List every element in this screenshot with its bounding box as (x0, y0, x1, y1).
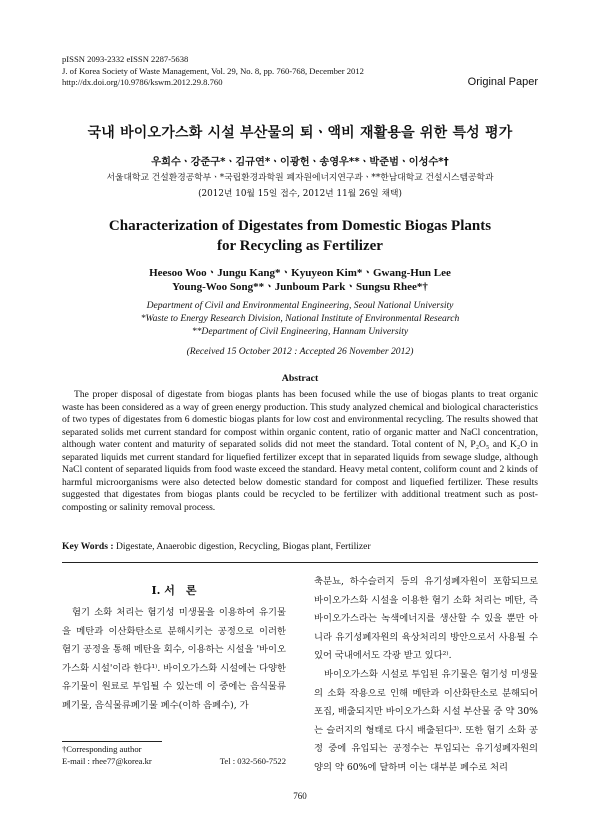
english-authors-line1: Heesoo WooㆍJungu Kang*ㆍKyuyeon Kim*ㆍGwang-Hun Lee (149, 267, 451, 279)
affiliation-1: Department of Civil and Environmental Engineering, Seoul National University (146, 300, 454, 311)
keywords (62, 541, 538, 552)
paper-type-label: Original Paper (467, 76, 538, 88)
korean-affiliations: 서울대학교 건설환경공학부ㆍ*국립환경과학원 폐자원에너지연구과ㆍ**한남대학교 건설시스템공학과 (106, 173, 494, 183)
doi-link[interactable]: http://dx.doi.org/10.9786/kswm.2012.29.8.760 (62, 77, 223, 87)
korean-dates: (2012년 10월 15일 접수, 2012년 11월 26일 채택) (198, 189, 402, 199)
affiliation-3: **Department of Civil Engineering, Hannam University (191, 326, 409, 337)
corresponding-email[interactable]: E-mail : rhee77@korea.kr (62, 755, 152, 766)
right-paragraph-1: 축분뇨, 하수슬러지 등의 유기성폐자원이 포함되므로 바이오가스화 시설을 이용한 혐기 소화 처리는 메탄, 즉 바이오가스라는 녹색에너지를 생산할 수 있을 뿐만 아니라 유기성폐자원의 육상처리의 방안으로서 사용될 수 있어 국내에서도 각광 받고 있다²⁾. (314, 576, 538, 662)
english-title-line2: for Recycling as Fertilizer (217, 238, 383, 254)
korean-title: 국내 바이오가스화 시설 부산물의 퇴ㆍ액비 재활용을 위한 특성 평가 (87, 125, 513, 141)
page-number: 760 (293, 791, 307, 801)
keywords-label: Key Words : (62, 541, 114, 552)
korean-authors: 우희수ㆍ강준구*ㆍ김규연*ㆍ이광헌ㆍ송영우**ㆍ박준범ㆍ이성수*† (151, 157, 449, 168)
corresponding-tel: Tel : 032-560-7522 (219, 755, 286, 766)
abstract-heading: Abstract (281, 373, 319, 384)
left-paragraph-1: 혐기 소화 처리는 혐기성 미생물을 이용하여 유기물을 메탄과 이산화탄소로 분해시키는 공정으로 이러한 혐기 공정을 통해 메탄을 회수, 이용하는 시설을 '바이오가스화 시설'이라 한다¹⁾. 바이오가스화 시설에는 다양한 유기물이 원료로 투입될 수 있는데 이 중에는 음식물류폐기물, 음식물류폐기물 폐수(이하 음폐수), 가 (62, 607, 286, 711)
english-authors (40, 266, 560, 294)
right-column (314, 573, 538, 778)
footnote-rule (62, 741, 162, 742)
footnote (62, 744, 286, 767)
english-affiliations (40, 299, 560, 338)
left-column (62, 604, 286, 716)
abstract-text: The proper disposal of digestate from biogas plants has been focused while the use of biogas plants to treat organic waste has been considered as a way of green energy production. This study analyzed chemical and biological characteristics of two types of digestates from 6 domestic biogas plants for low cost and environmental recycling. The results showed that separated solids met current standard for compost within organic content, ratio of organic matter and NaCl concentration, although water content and maturity of separated solids did not meet the standard. Total content of N, P₂O₅ and K₂O in separated liquids met current standard for liquefied fertilizer except that in separated liquids from sewage sludge, although NaCl content of separated liquids from food waste exceed the standard. Heavy metal content, coliform count and 2 kinds of harmful microorganisms were also detected below domestic standard for compost and liquefied fertilizer. These results suggested that digestates from biogas plants could be recycled to be fertilizer with additional treatment such as post-composting or salinity removal process. (62, 389, 538, 513)
divider-rule (62, 562, 538, 563)
english-authors-line2: Young-Woo Song**ㆍJunboum ParkㆍSungsu Rhee*† (172, 281, 428, 293)
english-title (40, 216, 560, 256)
issn-line: pISSN 2093-2332 eISSN 2287-5638 (62, 54, 189, 64)
keywords-text: Digestate, Anaerobic digestion, Recycling, Biogas plant, Fertilizer (115, 541, 371, 552)
right-paragraph-2: 바이오가스화 시설로 투입된 유기물은 혐기성 미생물의 소화 작용으로 인해 메탄과 이산화탄소로 분해되어 포집, 배출되지만 바이오가스화 시설 부산물 중 약 30%는 슬러지의 형태로 다시 배출된다³⁾. 또한 혐기 소화 공정 중에 유입되는 공정수는 투입되는 유기성폐자원의 양의 약 60%에 달하며 이는 대부분 폐수로 처리 (314, 668, 538, 773)
received-accepted-dates: (Received 15 October 2012 : Accepted 26 November 2012) (186, 346, 414, 357)
affiliation-2: *Waste to Energy Research Division, National Institute of Environmental Research (140, 313, 460, 324)
english-title-line1: Characterization of Digestates from Domestic Biogas Plants (108, 218, 492, 234)
section-title: I. 서 론 (151, 584, 197, 597)
corresponding-author-marker: †Corresponding author (62, 744, 142, 754)
journal-citation: J. of Korea Society of Waste Management, Vol. 29, No. 8, pp. 760-768, December 2012 (62, 65, 364, 76)
